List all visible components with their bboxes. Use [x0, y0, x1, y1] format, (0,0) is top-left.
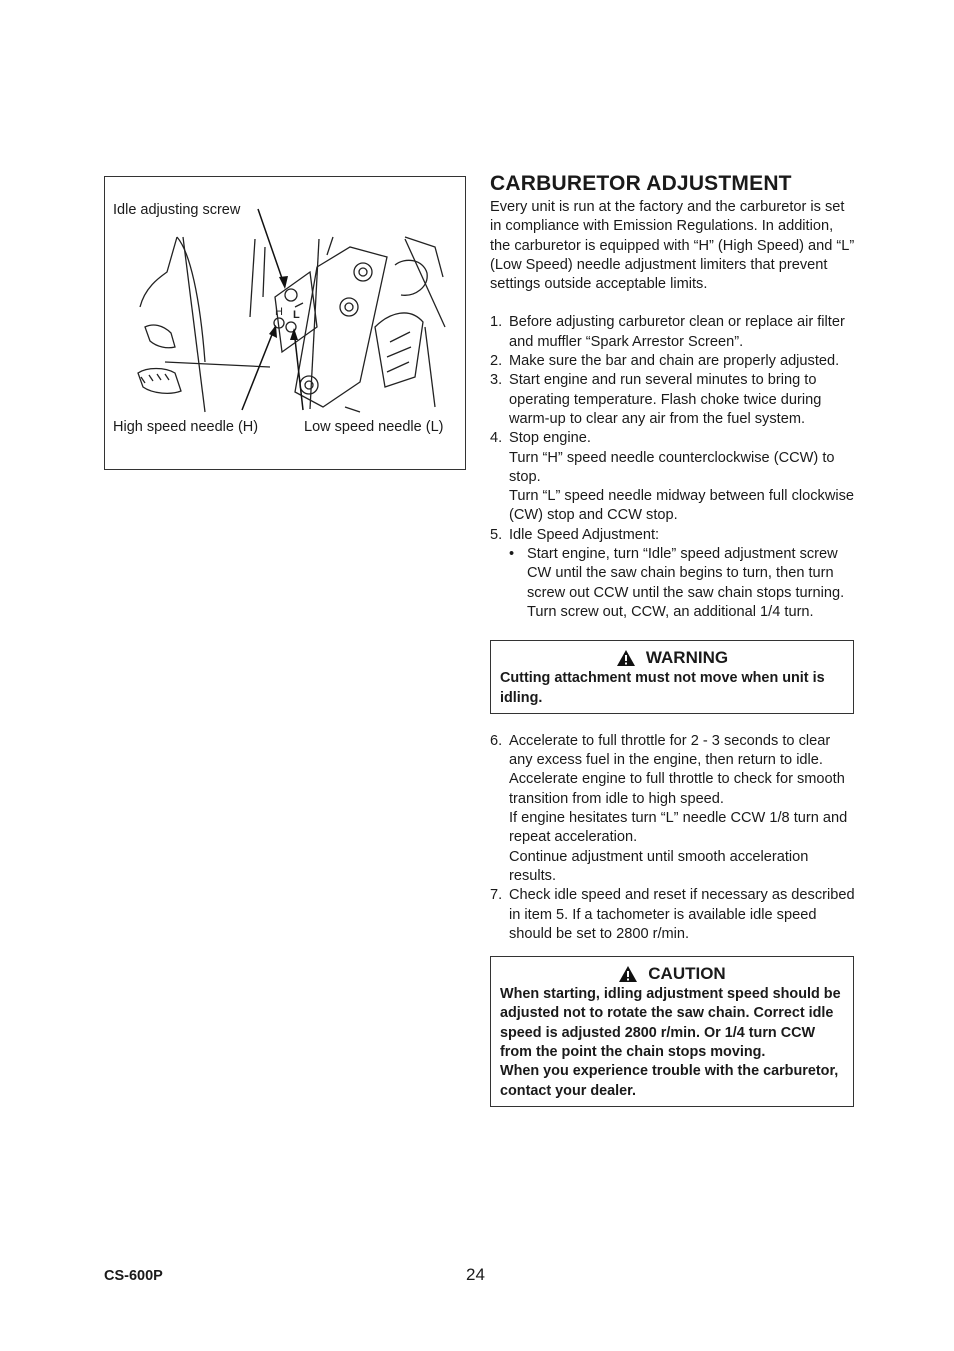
- needle-mark-l: L: [293, 309, 300, 321]
- step-text: Accelerate engine to full throttle to check for smooth transition from idle to high speed.: [509, 771, 845, 807]
- caution-dealer-text: When you experience trouble with the carburetor, contact your dealer.: [500, 1063, 839, 1099]
- steps-list-a: [490, 313, 856, 622]
- step-item: [490, 371, 856, 429]
- page-number: 24: [466, 1265, 485, 1284]
- steps-list-b: [490, 732, 856, 944]
- idle-screw-label: Idle adjusting screw: [113, 202, 241, 218]
- caution-box: [490, 956, 854, 1107]
- step-number: 3.: [490, 372, 503, 389]
- step-number: 2.: [490, 353, 503, 370]
- carburetor-figure: [104, 176, 466, 470]
- step-item: [490, 313, 856, 352]
- step-text: If engine hesitates turn “L” needle CCW 1/8 turn and repeat acceleration.: [509, 810, 848, 846]
- caution-text: When starting, idling adjustment speed should be adjusted not to rotate the saw chain. Correct idle speed is adjusted 2800 r/min. Or 1/4 turn CCW from the point the chain stops moving.: [500, 986, 841, 1060]
- bullet-item: [509, 545, 856, 622]
- step-number: 6.: [490, 732, 503, 749]
- section-title: CARBURETOR ADJUSTMENT: [490, 172, 792, 195]
- step-text: Make sure the bar and chain are properly adjusted.: [509, 353, 840, 370]
- step-number: 1.: [490, 314, 503, 331]
- model-number: CS-600P: [104, 1268, 163, 1284]
- bullet-text: Turn screw out, CCW, an additional 1/4 turn.: [527, 603, 814, 620]
- step-item: [490, 526, 856, 622]
- step-text: Stop engine.: [509, 430, 591, 447]
- step-item: [490, 732, 856, 886]
- step-text: Turn “H” speed needle counterclockwise (CCW) to stop.: [509, 449, 835, 485]
- step-text: Start engine and run several minutes to bring to operating temperature. Flash choke twice during warm-up to clear any air from the fuel system.: [509, 372, 822, 427]
- step-number: 7.: [490, 887, 503, 904]
- carburetor-section: [490, 172, 856, 1107]
- step-item: [490, 352, 856, 371]
- bullet-list: [509, 545, 856, 622]
- step-item: [490, 886, 856, 944]
- low-speed-needle-label: Low speed needle (L): [304, 419, 444, 435]
- warning-heading: WARNING: [645, 648, 729, 668]
- high-speed-needle-label: High speed needle (H): [113, 419, 259, 435]
- step-text: Accelerate to full throttle for 2 - 3 seconds to clear any excess fuel in the engine, then return to idle.: [509, 732, 831, 769]
- step-text: Check idle speed and reset if necessary as described in item 5. If a tachometer is available idle speed should be set to 2800 r/min.: [509, 887, 855, 942]
- warning-text: Cutting attachment must not move when unit is idling.: [500, 670, 825, 706]
- caution-heading: CAUTION: [648, 964, 726, 984]
- step-text: Continue adjustment until smooth acceleration results.: [509, 848, 809, 884]
- needle-mark-h: H: [275, 306, 283, 318]
- bullet-mark: •: [509, 546, 515, 563]
- step-number: 4.: [490, 430, 503, 447]
- step-item: [490, 429, 856, 525]
- warning-triangle-icon: [616, 649, 636, 667]
- step-number: 5.: [490, 526, 503, 543]
- intro-paragraph: Every unit is run at the factory and the carburetor is set in compliance with Emission Regulations. In addition, the carburetor is equipped with “H” (High Speed) and “L” (Low Speed) needle adjustment limiters that prevent settings outside acceptable limits.: [490, 199, 855, 293]
- caution-triangle-icon: [618, 965, 638, 983]
- step-text: Idle Speed Adjustment:: [509, 526, 660, 543]
- step-text: Before adjusting carburetor clean or replace air filter and muffler “Spark Arrestor Screen”.: [509, 314, 845, 350]
- bullet-text: Start engine, turn “Idle” speed adjustment screw CW until the saw chain begins to turn, then turn screw out CCW until the saw chain stops turning.: [527, 546, 845, 601]
- step-text: Turn “L” speed needle midway between full clockwise (CW) stop and CCW stop.: [509, 488, 855, 524]
- warning-box: [490, 640, 854, 714]
